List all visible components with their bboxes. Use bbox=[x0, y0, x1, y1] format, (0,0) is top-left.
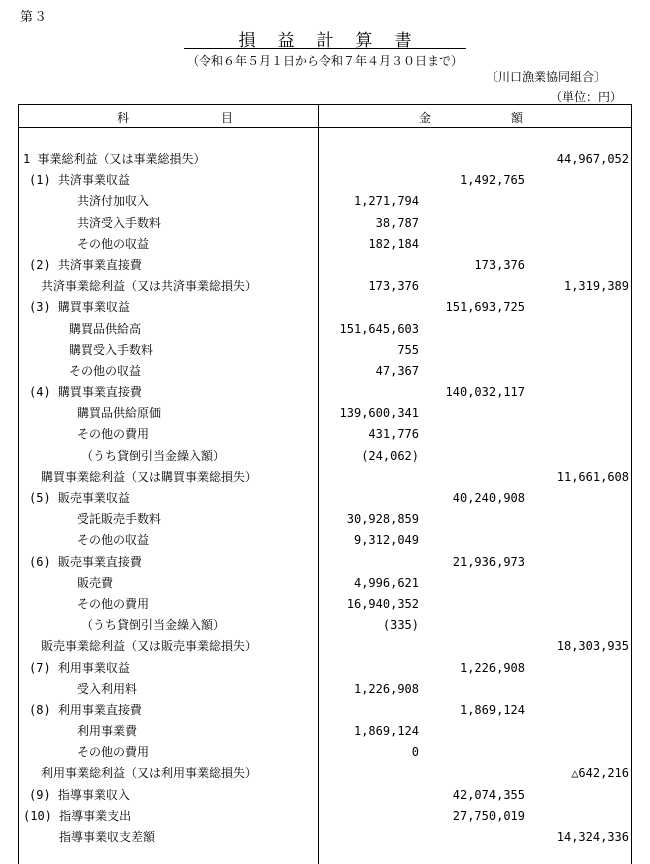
page-label: 第３ bbox=[20, 10, 49, 25]
table-row bbox=[19, 636, 631, 657]
subject-column-header: 科目 bbox=[117, 111, 326, 125]
amount-c1: 151,645,603 bbox=[339, 321, 419, 336]
document-title: 損益計算書 bbox=[238, 31, 434, 51]
row-label: その他の収益 bbox=[77, 533, 150, 548]
table-row bbox=[19, 149, 631, 170]
amount-c1: 182,184 bbox=[368, 236, 419, 251]
row-label: (9) 指導事業収入 bbox=[29, 787, 130, 802]
table-row bbox=[19, 340, 631, 361]
row-label: 受託販売手数料 bbox=[77, 512, 162, 527]
row-label: 共済受入手数料 bbox=[77, 215, 162, 230]
amount-c1: 139,600,341 bbox=[339, 406, 419, 421]
fiscal-period: （令和６年５月１日から令和７年４月３０日まで） bbox=[186, 54, 463, 68]
row-label: (2) 共済事業直接費 bbox=[29, 257, 142, 272]
table-row bbox=[19, 721, 631, 742]
amount-c1: 1,271,794 bbox=[353, 194, 419, 209]
table-row bbox=[19, 594, 631, 615]
amount-c1: 4,996,621 bbox=[353, 575, 419, 590]
amount-c1: 38,787 bbox=[375, 215, 419, 230]
row-label: (5) 販売事業収益 bbox=[29, 491, 130, 505]
table-row bbox=[19, 785, 631, 806]
currency-unit: （単位：円） bbox=[549, 90, 622, 104]
table-row bbox=[19, 615, 631, 636]
row-label: 購買品供給高 bbox=[69, 321, 142, 336]
amount-c1: 16,940,352 bbox=[346, 596, 419, 611]
row-label: 共済事業総利益（又は共済事業総損失） bbox=[41, 279, 258, 294]
row-label: その他の収益 bbox=[69, 363, 142, 378]
table-row bbox=[19, 276, 631, 297]
amount-c3: △642,216 bbox=[571, 766, 629, 781]
row-label: (10) 指導事業支出 bbox=[23, 808, 132, 823]
table-row bbox=[19, 552, 631, 573]
table-row bbox=[19, 700, 631, 721]
row-label: 利用事業費 bbox=[77, 724, 138, 739]
row-label: 受入利用料 bbox=[77, 681, 138, 696]
table-body bbox=[19, 149, 631, 848]
amount-c2: 21,936,973 bbox=[452, 554, 525, 569]
table-row bbox=[19, 234, 631, 255]
amount-c1: 47,367 bbox=[375, 363, 419, 378]
table-row bbox=[19, 827, 631, 848]
income-statement-table bbox=[18, 104, 632, 864]
amount-c1: 431,776 bbox=[368, 427, 419, 442]
table-row bbox=[19, 488, 631, 509]
row-label: (6) 販売事業直接費 bbox=[29, 554, 142, 569]
table-row bbox=[19, 573, 631, 594]
amount-c2: 1,226,908 bbox=[459, 660, 525, 675]
amount-c1: 173,376 bbox=[368, 279, 419, 294]
table-row bbox=[19, 170, 631, 191]
table-row bbox=[19, 742, 631, 763]
row-label: 販売事業総利益（又は販売事業総損失） bbox=[41, 639, 258, 654]
amount-c1: 1,226,908 bbox=[353, 681, 419, 696]
table-row bbox=[19, 255, 631, 276]
amount-c2: 40,240,908 bbox=[452, 491, 525, 505]
row-label: (1) 共済事業収益 bbox=[29, 173, 130, 188]
amount-c2: 27,750,019 bbox=[452, 808, 525, 823]
amount-c1: (24,062) bbox=[361, 448, 419, 463]
table-row bbox=[19, 446, 631, 467]
row-label: 購買事業総利益（又は購買事業総損失） bbox=[41, 469, 258, 484]
amount-column-header: 金額 bbox=[419, 111, 604, 125]
row-label: （うち貸倒引当金繰入額） bbox=[81, 618, 226, 633]
table-row bbox=[19, 424, 631, 445]
row-label: 購買受入手数料 bbox=[69, 342, 154, 357]
table-row bbox=[19, 509, 631, 530]
row-label: 共済付加収入 bbox=[77, 194, 150, 209]
amount-c3: 1,319,389 bbox=[563, 279, 629, 294]
row-label: 購買品供給原価 bbox=[77, 406, 162, 421]
row-label: その他の費用 bbox=[77, 596, 150, 611]
table-row bbox=[19, 319, 631, 340]
table-row bbox=[19, 763, 631, 784]
table-row bbox=[19, 467, 631, 488]
row-label: （うち貸倒引当金繰入額） bbox=[81, 448, 226, 463]
amount-c3: 44,967,052 bbox=[556, 152, 629, 166]
table-row bbox=[19, 679, 631, 700]
organization-name: 〔川口漁業協同組合〕 bbox=[485, 70, 606, 84]
row-label: 利用事業総利益（又は利用事業総損失） bbox=[41, 766, 258, 781]
row-label: その他の収益 bbox=[77, 236, 150, 251]
row-label: (7) 利用事業収益 bbox=[29, 660, 130, 675]
amount-c3: 11,661,608 bbox=[556, 469, 629, 484]
amount-c1: (335) bbox=[382, 618, 419, 633]
table-header bbox=[19, 105, 631, 128]
row-label: (3) 購買事業収益 bbox=[29, 300, 130, 315]
table-row bbox=[19, 361, 631, 382]
amount-c1: 0 bbox=[411, 745, 419, 760]
table-row bbox=[19, 530, 631, 551]
table-row bbox=[19, 213, 631, 234]
row-label: (4) 購買事業直接費 bbox=[29, 385, 142, 400]
table-row bbox=[19, 297, 631, 318]
table-row bbox=[19, 403, 631, 424]
amount-c3: 18,303,935 bbox=[556, 639, 629, 654]
table-row bbox=[19, 382, 631, 403]
row-label: その他の費用 bbox=[77, 745, 150, 760]
amount-c2: 42,074,355 bbox=[452, 787, 525, 802]
amount-c3: 14,324,336 bbox=[556, 830, 629, 844]
amount-c2: 1,492,765 bbox=[459, 173, 525, 188]
amount-c2: 173,376 bbox=[474, 257, 525, 272]
row-label: 指導事業収支差額 bbox=[59, 830, 156, 844]
amount-c1: 9,312,049 bbox=[353, 533, 419, 548]
title-underline bbox=[184, 48, 466, 49]
amount-c2: 151,693,725 bbox=[445, 300, 525, 315]
row-label: 1 事業総利益（又は事業総損失） bbox=[23, 152, 206, 166]
table-row bbox=[19, 806, 631, 827]
amount-c2: 1,869,124 bbox=[459, 702, 525, 717]
row-label: その他の費用 bbox=[77, 427, 150, 442]
row-label: 販売費 bbox=[77, 575, 114, 590]
amount-c1: 30,928,859 bbox=[346, 512, 419, 527]
amount-c2: 140,032,117 bbox=[445, 385, 525, 400]
table-row bbox=[19, 191, 631, 212]
amount-c1: 755 bbox=[397, 342, 419, 357]
table-row bbox=[19, 658, 631, 679]
row-label: (8) 利用事業直接費 bbox=[29, 702, 142, 717]
amount-c1: 1,869,124 bbox=[353, 724, 419, 739]
